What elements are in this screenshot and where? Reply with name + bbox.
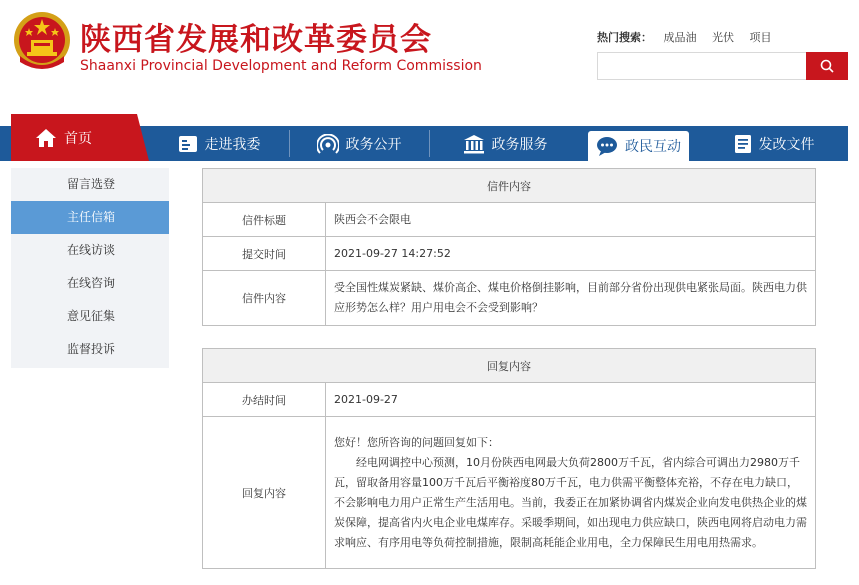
done-time-value: 2021-09-27: [326, 383, 816, 417]
reply-table: [202, 348, 816, 569]
hot-search: [597, 29, 784, 45]
nav-documents[interactable]: [700, 126, 848, 161]
letter-section-title: 信件内容: [203, 169, 816, 203]
nav-interaction[interactable]: [588, 131, 689, 161]
letter-content-value: 受全国性煤炭紧缺、煤价高企、煤电价格倒挂影响，目前部分省份出现供电紧张局面。陕西电力供应形势怎么样？用户用电会不会受到影响？: [326, 271, 816, 326]
nav-gov-open-label: 政务公开: [345, 136, 402, 153]
nav-documents-label: 发改文件: [758, 136, 815, 153]
sidebar-item-selected-messages[interactable]: 留言选登: [67, 177, 116, 191]
sidebar-item-complaint[interactable]: 监督投诉: [67, 342, 116, 356]
government-building-icon: [463, 134, 485, 154]
id-card-icon: [178, 135, 198, 153]
reply-content-label: 回复内容: [203, 417, 326, 569]
broadcast-icon: [317, 134, 339, 154]
hot-keyword-project[interactable]: 项目: [749, 31, 772, 44]
hot-keyword-oil[interactable]: 成品油: [663, 31, 697, 44]
site-header: [0, 0, 859, 112]
letter-title-value: 陕西会不会限电: [326, 203, 816, 237]
nav-gov-service-label: 政务服务: [491, 136, 548, 153]
nav-about[interactable]: [150, 126, 288, 161]
nav-home-tail: [137, 114, 149, 161]
nav-home[interactable]: [11, 114, 137, 161]
home-icon: [35, 128, 57, 148]
sidebar-item-online-interview[interactable]: 在线访谈: [67, 243, 116, 257]
search-button[interactable]: [806, 52, 848, 80]
hot-search-label: 热门搜索：: [597, 31, 652, 44]
nav-about-label: 走进我委: [204, 136, 261, 153]
site-title-cn: 陕西省发展和改革委员会: [80, 22, 432, 58]
sidebar-item-online-consult[interactable]: 在线咨询: [67, 276, 116, 290]
sidebar-item-director-mailbox[interactable]: 主任信箱: [11, 201, 169, 234]
sidebar-item-opinion-collection[interactable]: 意见征集: [67, 309, 116, 323]
search-icon: [820, 59, 834, 73]
nav-interaction-label: 政民互动: [625, 139, 681, 155]
reply-section-title: 回复内容: [203, 349, 816, 383]
letter-title-label: 信件标题: [203, 203, 326, 237]
letter-table: [202, 168, 816, 326]
submit-time-label: 提交时间: [203, 237, 326, 271]
nav-gov-open[interactable]: [290, 126, 428, 161]
submit-time-value: 2021-09-27 14:27:52: [326, 237, 816, 271]
national-emblem-icon: [12, 10, 72, 74]
hot-keyword-pv[interactable]: 光伏: [712, 31, 734, 44]
reply-content-value: [326, 417, 816, 569]
chat-bubble-icon: [596, 136, 618, 156]
nav-home-label: 首页: [64, 130, 92, 147]
reply-greeting: 您好！您所咨询的问题回复如下：: [334, 435, 499, 449]
sidebar: [11, 168, 169, 368]
nav-gov-service[interactable]: [430, 126, 580, 161]
reply-body: 经电网调控中心预测，10月份陕西电网最大负荷2800万千瓦，省内综合可调出力2980万千瓦，留取备用容量100万千瓦后平衡裕度80万千瓦，电力供需平衡整体充裕，不存在电力缺口，不会影响电力用户正常生产生活用电。当前，我委正在加紧协调省内煤炭企业向发电供热企业的煤炭保障，提高省内火电企业电煤库存。采暖季期间，如出现电力供应缺口，陕西电网将启动电力需求响应、有序用电等负荷控制措施，限制高耗能企业用电，全力保障民生用电用热需求。: [334, 455, 807, 549]
document-icon: [734, 134, 752, 154]
search-input[interactable]: [597, 52, 807, 80]
letter-content-label: 信件内容: [203, 271, 326, 326]
done-time-label: 办结时间: [203, 383, 326, 417]
site-title-en: Shaanxi Provincial Development and Reform Commission: [80, 58, 482, 74]
